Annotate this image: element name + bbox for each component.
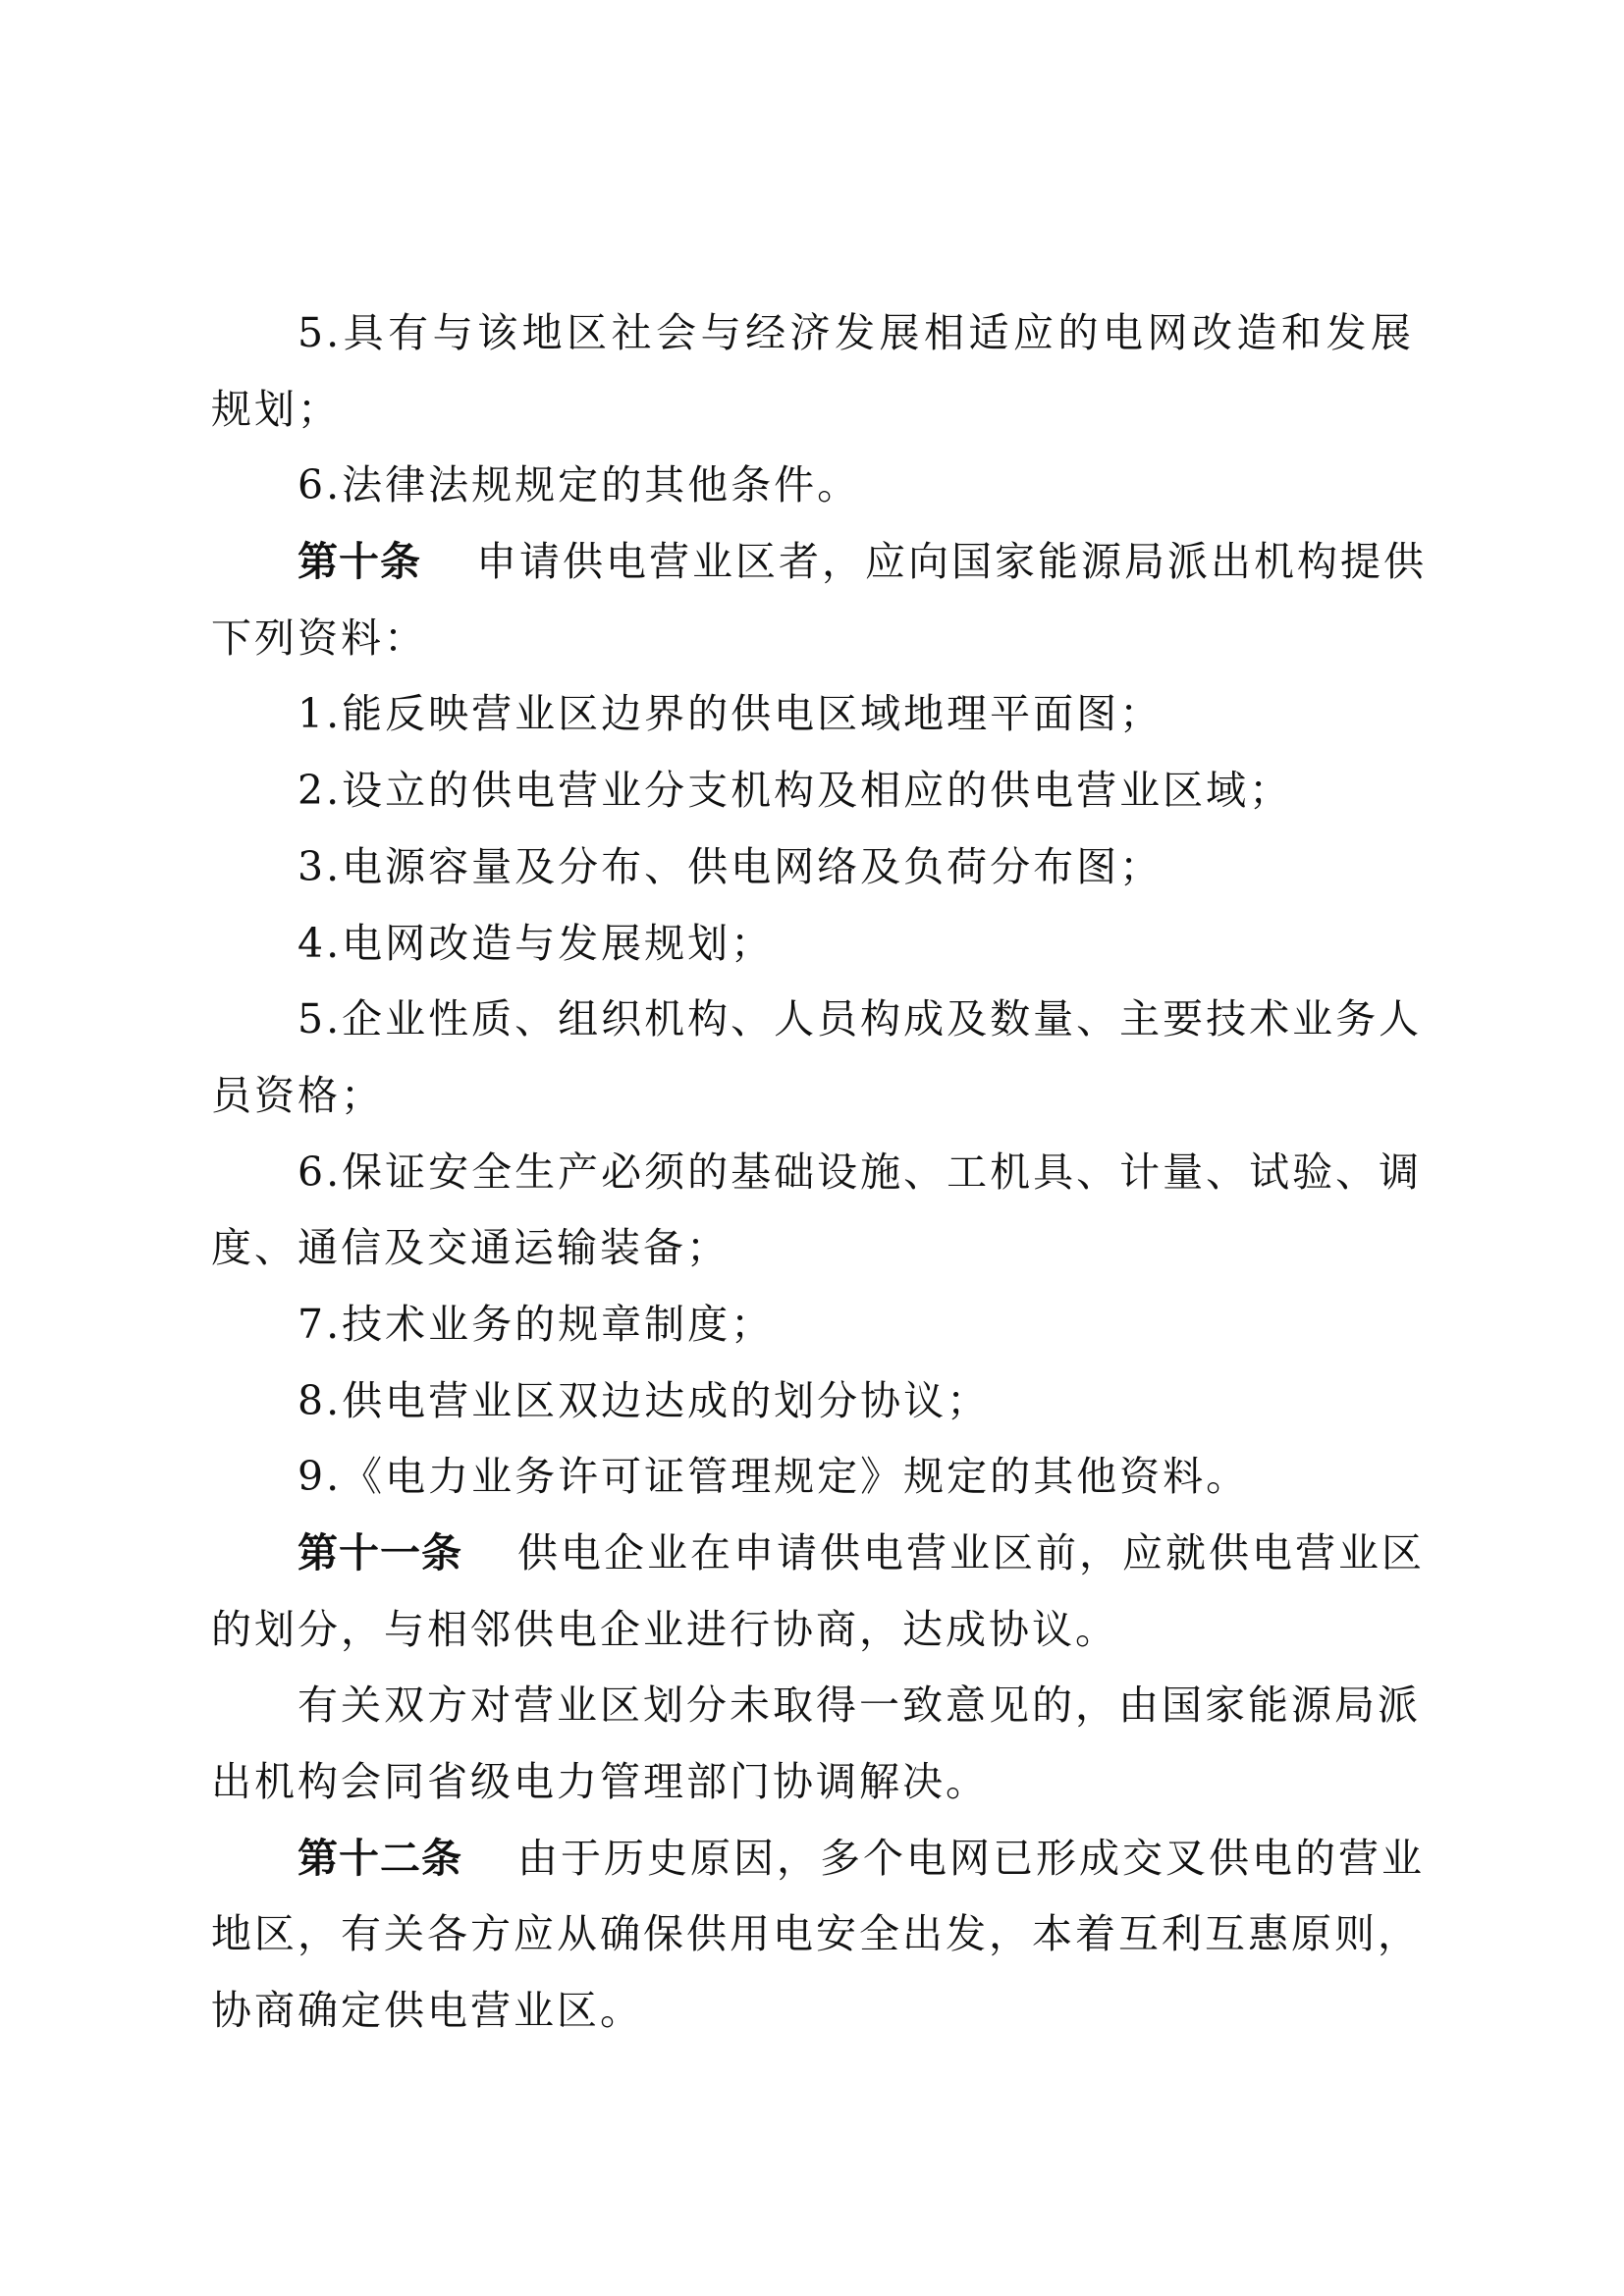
list-item [211,676,1414,753]
article-heading-line [211,1516,1425,1592]
paragraph-line [211,1896,1421,1973]
line-text: 6.保证安全生产必须的基础设施、工机具、计量、试验、调 [298,1148,1423,1196]
list-item [211,1287,1414,1363]
paragraph-line [211,1668,1421,1744]
line-text: 9.《电力业务许可证管理规定》规定的其他资料。 [298,1453,1250,1501]
line-text: 下列资料： [211,614,427,662]
list-item [211,753,1414,829]
paragraph-line [211,448,1414,524]
line-text: 地区，有关各方应从确保供用电安全出发，本着互利互惠原则， [211,1910,1421,1958]
line-text: 度、通信及交通运输装备； [211,1224,730,1272]
line-text: 协商确定供电营业区。 [211,1987,643,2035]
article-heading-line [211,1821,1425,1897]
article-heading-line [211,524,1427,601]
document-body [211,295,1427,2050]
line-text: 员资格； [211,1071,384,1119]
article-heading: 第十条 [298,538,421,586]
line-text: 1.能反映营业区边界的供电区域地理平面图； [298,690,1164,738]
list-item [211,829,1414,906]
paragraph-line [211,1592,1414,1669]
line-text: 8.供电营业区双边达成的划分协议； [298,1376,991,1424]
line-text: 4.电网改造与发展规划； [298,919,775,967]
article-heading: 第十二条 [298,1834,462,1882]
list-item [211,1135,1423,1211]
list-item [211,1363,1414,1440]
line-text: 7.技术业务的规章制度； [298,1300,775,1348]
line-text: 5.企业性质、组织机构、人员构成及数量、主要技术业务人 [298,995,1423,1043]
paragraph-line [211,601,1414,677]
line-text: 有关双方对营业区划分未取得一致意见的，由国家能源局派 [298,1682,1421,1730]
paragraph-line [211,295,1414,372]
list-item [211,1439,1414,1516]
line-text: 3.电源容量及分布、供电网络及负荷分布图； [298,842,1164,890]
paragraph-line [211,1210,1414,1287]
line-text: 供电企业在申请供电营业区前，应就供电营业区 [517,1529,1425,1576]
line-text: 规划； [211,385,341,433]
list-item [211,982,1423,1058]
article-heading: 第十一条 [298,1529,462,1576]
line-text: 6.法律法规规定的其他条件。 [298,461,861,509]
line-text: 申请供电营业区者，应向国家能源局派出机构提供 [476,538,1427,586]
line-text: 的划分，与相邻供电企业进行协商，达成协议。 [211,1605,1118,1653]
paragraph-line [211,1973,1414,2050]
line-text: 出机构会同省级电力管理部门协调解决。 [211,1758,989,1806]
line-text: 2.设立的供电营业分支机构及相应的供电营业区域； [298,767,1293,815]
paragraph-line [211,1058,1414,1135]
list-item [211,906,1414,983]
line-text: 5.具有与该地区社会与经济发展相适应的电网改造和发展 [298,309,1414,356]
line-text: 由于历史原因，多个电网已形成交叉供电的营业 [517,1834,1425,1882]
paragraph-line [211,1744,1414,1821]
paragraph-line [211,372,1414,449]
